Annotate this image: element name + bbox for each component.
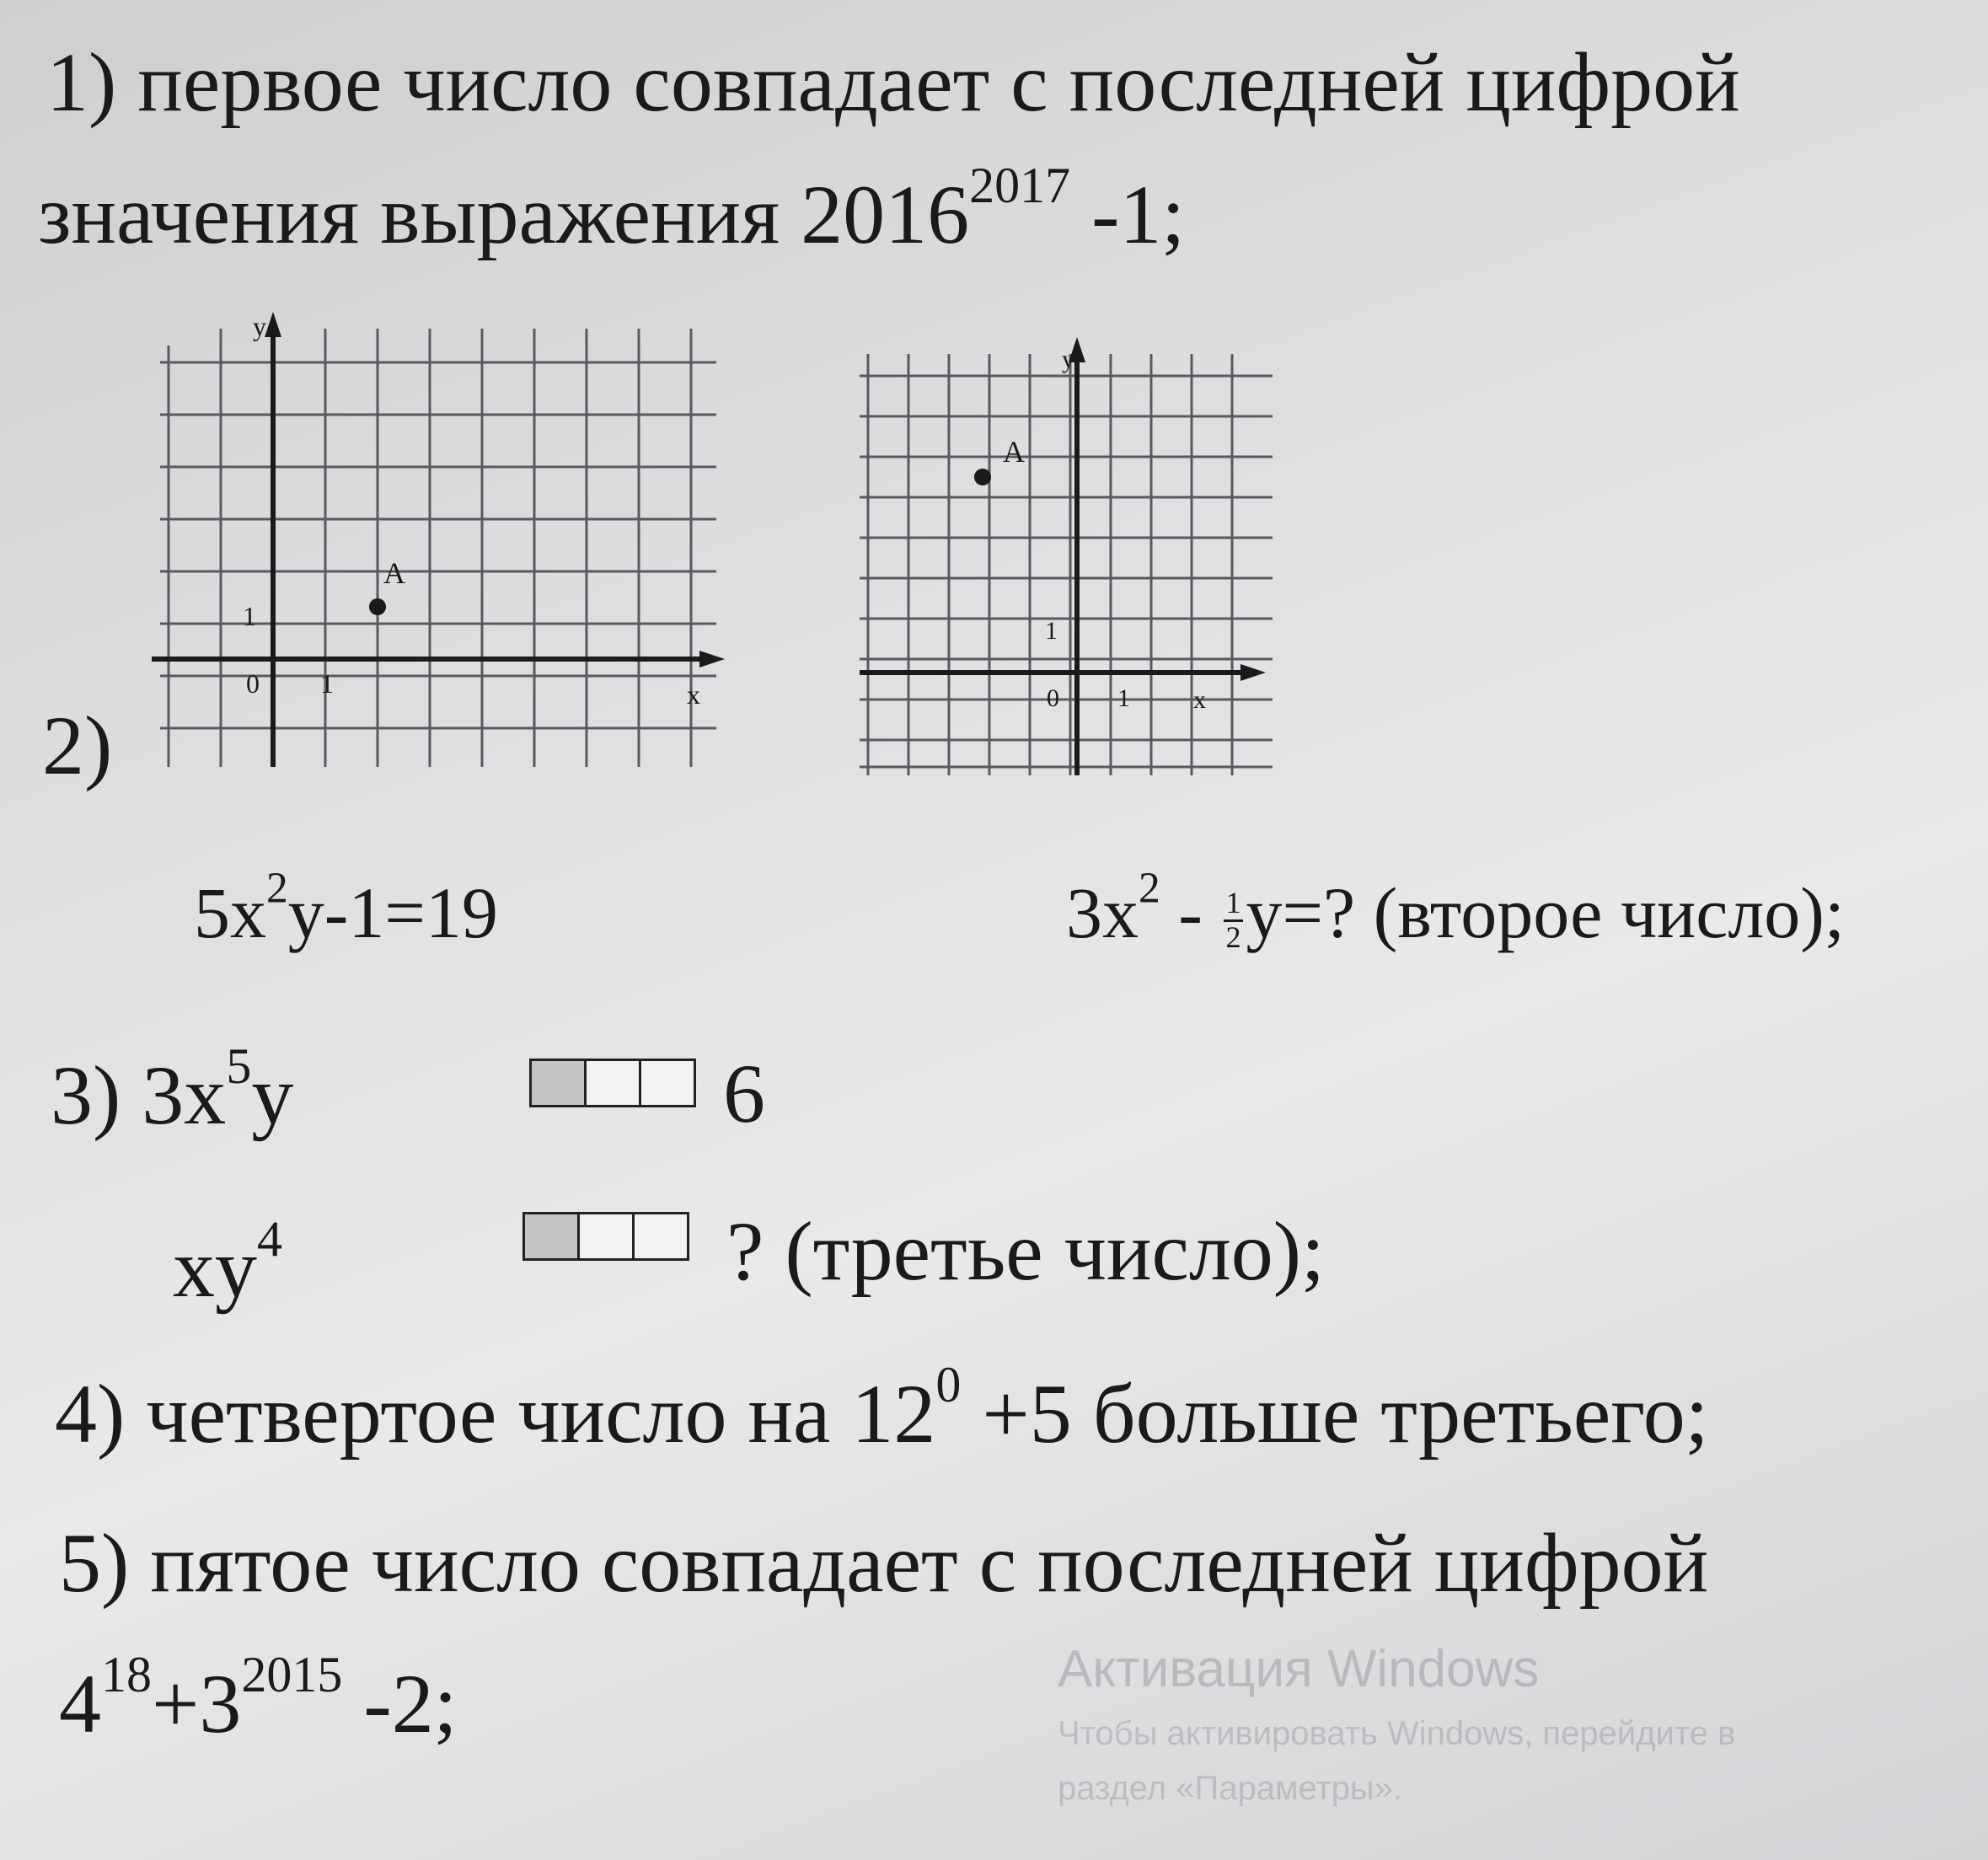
box-empty [577,1212,635,1261]
eq-right-exponent: 2 [1139,864,1160,913]
graph-left [152,312,725,775]
eq-right-minus: - [1160,872,1221,953]
item3-row2-boxes [522,1212,689,1261]
graph-left-x-label: x [687,679,700,710]
graph-right-point-a [974,469,991,485]
item3-row1-suffix: y [251,1048,294,1142]
watermark-line3: раздел «Параметры». [1058,1770,1403,1807]
eq-left-exponent: 2 [266,864,288,913]
item5-plus: +3 [152,1657,242,1750]
item3-row2-exponent: 4 [257,1211,282,1267]
item5-line1: 5) пятое число совпадает с последней цифрой [59,1516,1709,1610]
graph-left-origin: 0 [246,668,260,699]
box-empty [632,1212,689,1261]
graph-right-y-label: y [1062,346,1074,373]
item2-equation-right [1066,864,1845,954]
graph-right-unit-x: 1 [1117,684,1130,712]
graph-left-point-label: A [383,556,405,590]
item5-exponent2: 2015 [241,1647,343,1702]
eq-left-coef: 5x [194,872,266,953]
box-empty [584,1059,641,1107]
item3-row1-expression [51,1038,294,1142]
watermark-title: Активация Windows [1058,1640,1540,1698]
item3-row2-prefix: xy [173,1221,257,1315]
graph-left-unit-y: 1 [243,601,256,631]
graph-right-grid [860,354,1273,775]
item4-exponent: 0 [935,1357,962,1412]
item1-line2-suffix: -1; [1070,168,1186,261]
eq-left-rest: y-1=19 [287,872,498,953]
item3-row2-value: ? (третье число); [726,1204,1325,1298]
item5-suffix: -2; [342,1657,458,1750]
item5-exponent1: 18 [101,1647,152,1702]
item1-exponent: 2017 [969,158,1071,213]
item3-row1-prefix: 3) 3x [51,1048,227,1142]
item1-line1: 1) первое число совпадает с последней цифрой [46,35,1740,129]
eq-right-rest: y=? (второе число); [1246,872,1845,953]
item3-row2-expression [173,1211,282,1315]
fraction-denominator: 2 [1225,919,1241,954]
box-shaded [522,1212,580,1261]
item1-line2 [38,158,1186,261]
graph-right-origin: 0 [1047,684,1059,712]
box-empty [639,1059,696,1107]
watermark-line2: Чтобы активировать Windows, перейдите в [1058,1715,1736,1752]
item5-line2 [59,1647,458,1750]
eq-right-coef: 3x [1066,872,1139,953]
item1-line2-prefix: значения выражения 2016 [38,168,970,261]
graph-left-y-label: y [253,312,266,341]
graph-right-point-label: A [1003,435,1025,469]
item4-prefix: 4) четвертое число на 12 [55,1367,936,1461]
graph-right-unit-y: 1 [1045,617,1058,645]
fraction-numerator: 1 [1224,887,1242,922]
item3-row1-boxes [529,1059,696,1107]
item4-suffix: +5 больше третьего; [961,1367,1709,1461]
item2-equation-left [194,864,498,953]
item2-marker: 2) [42,699,113,792]
graph-right-x-label: x [1193,686,1206,714]
item3-row1-value: 6 [723,1047,765,1140]
item5-base1: 4 [59,1657,101,1750]
graph-left-unit-x: 1 [320,668,334,699]
item4-line [55,1357,1709,1461]
graph-left-grid [160,329,716,767]
graph-left-point-a [369,598,386,615]
graph-right [851,337,1273,784]
box-shaded [529,1059,587,1107]
eq-right-fraction [1224,887,1242,954]
item3-row1-exponent: 5 [226,1038,252,1094]
